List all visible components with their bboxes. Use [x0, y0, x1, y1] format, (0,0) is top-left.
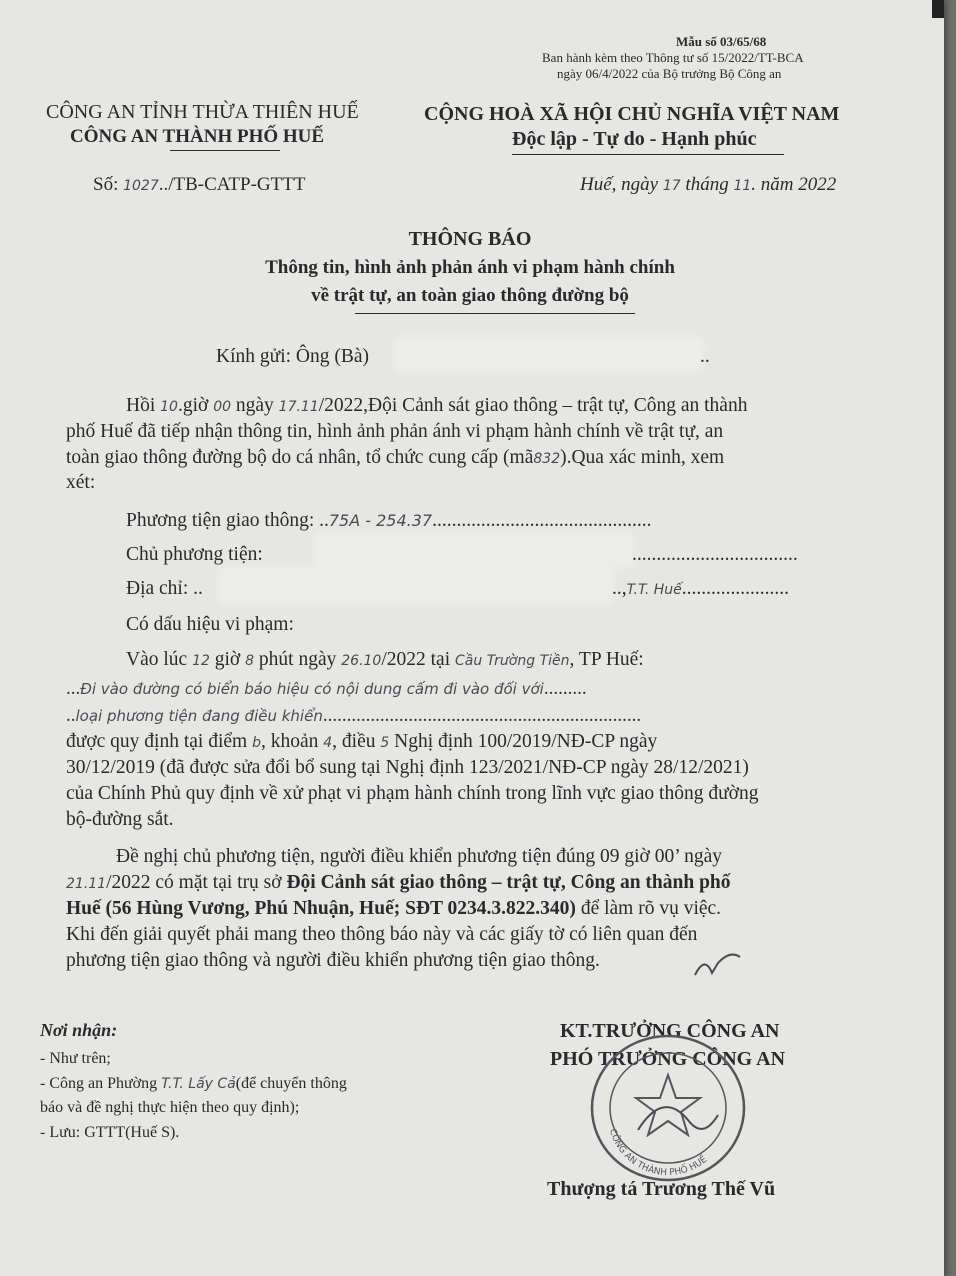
violation-hour: 12: [192, 653, 210, 669]
number-suffix: /TB-CATP-GTTT: [168, 174, 306, 195]
number-handwritten: 1027: [123, 178, 159, 194]
regulation-line1: [66, 731, 657, 753]
violation-t5: TP Huế:: [578, 649, 644, 670]
recipients-item1: - Như trên;: [40, 1050, 111, 1067]
recipients-ward: T.T. Lấy Cả: [161, 1076, 236, 1092]
stamp-text: CÔNG AN THÀNH PHỐ HUẾ: [606, 1127, 710, 1179]
reg-t1: được quy định tại điểm: [66, 731, 248, 752]
signer-name: Thượng tá Trương Thế Vũ: [547, 1178, 776, 1200]
motto-underline: [512, 154, 784, 155]
request-line2a: /2022 có mặt tại trụ sở: [106, 872, 282, 893]
address-handwritten: T.T. Huế: [626, 582, 682, 598]
title-underline: [355, 313, 635, 314]
motto: Độc lập - Tự do - Hạnh phúc: [512, 128, 757, 150]
agency-underline: [170, 150, 280, 151]
recipients-item2a: - Công an Phường: [40, 1075, 158, 1092]
address-tail: ..,T.T. Huế......................: [612, 578, 790, 599]
recipients-item2b: (để chuyển thông: [235, 1075, 347, 1092]
owner-label: Chủ phương tiện:: [126, 544, 263, 565]
document-subtitle-2: về trật tự, an toàn giao thông đường bộ: [311, 285, 629, 306]
request-office-address: Huế (56 Hùng Vương, Phú Nhuận, Huế; SĐT 0234.3.822.340): [66, 898, 576, 919]
violation-description-1: Đi vào đường có biển báo hiệu có nội dung cấm đi vào đối với: [80, 680, 544, 698]
recipients-title: Nơi nhận:: [40, 1020, 118, 1040]
regulation-line2: 30/12/2019 (đã được sửa đổi bổ sung tại Nghị định 123/2021/NĐ-CP ngày 28/12/2021): [66, 757, 749, 778]
country-name: CỘNG HOÀ XÃ HỘI CHỦ NGHĨA VIỆT NAM: [424, 103, 840, 125]
violation-place: Cầu Trường Tiền: [455, 653, 570, 669]
place-prefix: Huế, ngày: [580, 174, 659, 195]
violation-line1: Vào lúc 12 giờ 8 phút ngày 26.10/2022 tại Cầu Trường Tiền, TP Huế:: [126, 649, 644, 670]
vehicle-label: Phương tiện giao thông:: [126, 510, 315, 531]
request-line5: phương tiện giao thông và người điều khiển phương tiện giao thông.: [66, 950, 600, 971]
year-text: năm 2022: [760, 174, 837, 195]
appointment-date: 21.11: [66, 876, 107, 892]
vehicle-plate: 75A - 254.37: [328, 511, 433, 530]
para1-t2: giờ: [182, 395, 209, 416]
recipient-label: Kính gửi: Ông (Bà): [216, 346, 370, 367]
report-hour: 10: [160, 399, 178, 415]
regulation-line3: của Chính Phủ quy định về xử phạt vi phạm hành chính trong lĩnh vực giao thông đường: [66, 783, 759, 804]
regulation-line4: bộ-đường sắt.: [66, 809, 174, 830]
reg-t4: Nghị định 100/2019/NĐ-CP ngày: [394, 731, 658, 752]
document-number: Số: 1027../TB-CATP-GTTT: [93, 174, 306, 195]
reg-t2: , khoản: [260, 731, 319, 752]
month-handwritten: 11: [733, 178, 752, 194]
place-date: Huế, ngày 17 tháng 11. năm 2022: [580, 174, 837, 195]
redacted-recipient: [398, 340, 700, 368]
form-issued-line2: ngày 06/4/2022 của Bộ trưởng Bộ Công an: [557, 66, 782, 81]
request-line3: [66, 898, 721, 920]
report-minute: 00: [213, 399, 232, 415]
number-prefix: Số:: [93, 174, 119, 195]
signature-role1: KT.TRƯỞNG CÔNG AN: [560, 1020, 780, 1042]
agency-name: CÔNG AN THÀNH PHỐ HUẾ: [70, 126, 325, 147]
violation-label: Có dấu hiệu vi phạm:: [126, 614, 294, 635]
para1-line4: xét:: [66, 472, 96, 493]
violation-date: 26.10: [341, 653, 382, 669]
para1-t1: Hồi: [126, 395, 156, 416]
violation-hw-line1: ...Đi vào đường có biển báo hiệu có nội dung cấm đi vào đối với.........: [66, 678, 587, 699]
address-row: Địa chỉ: ..: [126, 578, 203, 599]
violation-t2: giờ: [214, 649, 241, 670]
recipients-item3: - Lưu: GTTT(Huế S).: [40, 1124, 180, 1141]
reg-t3: , điều: [332, 731, 376, 752]
recipients-item2c: báo và đề nghị thực hiện theo quy định);: [40, 1099, 300, 1116]
request-line1: Đề nghị chủ phương tiện, người điều khiển phương tiện đúng 09 giờ 00’ ngày: [116, 846, 723, 867]
report-date: 17.11: [278, 399, 319, 415]
day-handwritten: 17: [662, 178, 681, 194]
report-code: 832: [533, 451, 561, 467]
violation-minute: 8: [245, 653, 255, 669]
official-stamp-icon: [578, 1020, 758, 1190]
address-label: Địa chỉ:: [126, 578, 189, 599]
para1-line3b: ).Qua xác minh, xem: [560, 447, 725, 468]
redacted-owner: [318, 536, 630, 564]
handwritten-mark-icon: [690, 945, 750, 985]
svg-text:CÔNG AN THÀNH PHỐ HUẾ: [607, 1128, 710, 1178]
signature-role2: PHÓ TRƯỞNG CÔNG AN: [550, 1048, 786, 1070]
owner-row: [126, 544, 263, 566]
reg-clause: 4: [323, 735, 333, 751]
recipient-dots: ..: [700, 346, 710, 367]
redacted-address: [222, 570, 610, 600]
request-line3b: để làm rõ vụ việc.: [580, 898, 722, 919]
violation-hw-line2: ..loại phương tiện đang điều khiển...................................................................: [66, 705, 642, 726]
form-issued-line1: Ban hành kèm theo Thông tư số 15/2022/TT-BCA: [542, 50, 804, 65]
document-title: THÔNG BÁO: [408, 228, 532, 250]
para1-line3a: toàn giao thông đường bộ do cá nhân, tổ chức cung cấp (mã: [66, 447, 534, 468]
para1-line3: [66, 447, 724, 469]
violation-t4: /2022 tại: [381, 649, 451, 670]
reg-point: b: [252, 735, 261, 751]
reg-article: 5: [380, 735, 390, 751]
document-subtitle-1: Thông tin, hình ảnh phản ánh vi phạm hành chính: [265, 257, 675, 278]
para1-line1: Hồi 10.giờ 00 ngày 17.11/2022,Đội Cảnh sát giao thông – trật tự, Công an thành: [126, 395, 748, 416]
request-line2b: Đội Cảnh sát giao thông – trật tự, Công an thành phố: [286, 872, 731, 893]
owner-dots: ..................................: [632, 544, 798, 565]
para1-t3: ngày: [235, 395, 274, 416]
corner-mark: [932, 0, 944, 18]
violation-t3: phút ngày: [258, 649, 337, 670]
recipients-item2: [40, 1075, 347, 1093]
agency-parent: CÔNG AN TỈNH THỪA THIÊN HUẾ: [46, 101, 359, 123]
form-code: Mẫu số 03/65/68: [676, 34, 767, 49]
month-label: tháng: [685, 174, 729, 195]
violation-description-2: loại phương tiện đang điều khiển: [75, 707, 323, 725]
violation-t1: Vào lúc: [126, 649, 188, 670]
request-line4: Khi đến giải quyết phải mang theo thông báo này và các giấy tờ có liên quan đến: [66, 924, 698, 945]
para1-t4: /2022,Đội Cảnh sát giao thông – trật tự, Công an thành: [318, 395, 748, 416]
vehicle-row: Phương tiện giao thông: ..75A - 254.37.............................................: [126, 510, 652, 531]
para1-line2: phố Huế đã tiếp nhận thông tin, hình ảnh phản ánh vi phạm hành chính về trật tự, an: [66, 421, 724, 442]
request-line2: [66, 872, 731, 894]
